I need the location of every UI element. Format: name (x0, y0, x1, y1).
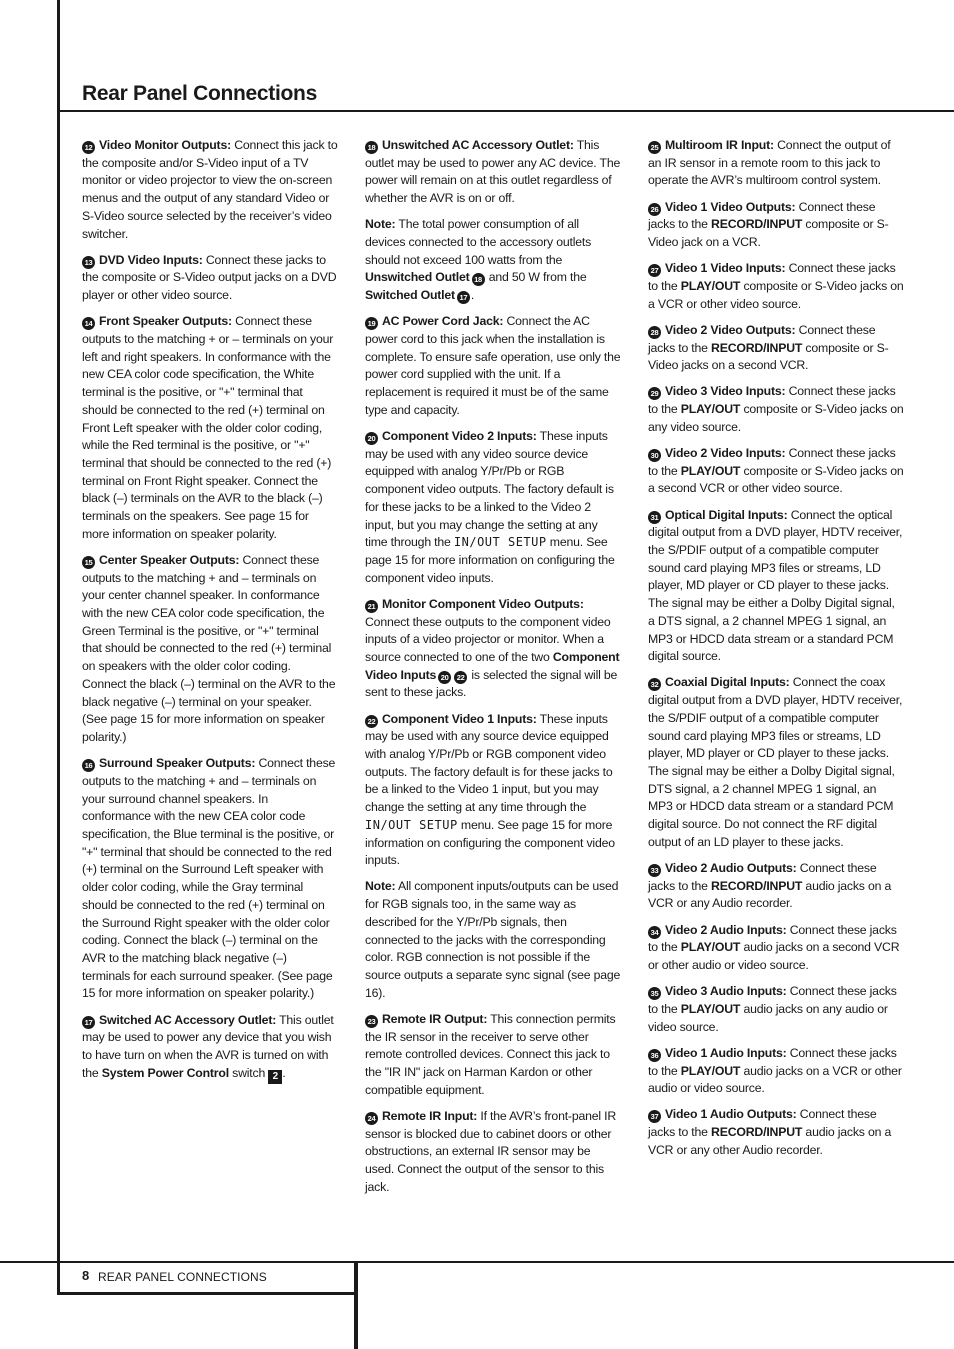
jack-name: PLAY/OUT (680, 278, 741, 293)
footer-bottom-rule (57, 1292, 357, 1295)
entry-text: Connect these jacks to the (648, 861, 877, 893)
item-number-badge: 17 (82, 1016, 95, 1029)
key-reference-badge: 2 (268, 1070, 282, 1084)
entry-text: Connect these jacks to the (648, 922, 897, 955)
note-text: The total power consumption of all devices connected to the accessory outlets should not exceed 100 watts from the (365, 217, 592, 267)
entry-31 (648, 507, 904, 666)
page-title: Rear Panel Connections (82, 82, 317, 105)
jack-name: PLAY/OUT (680, 402, 741, 417)
entry-term: Surround Speaker Outputs: (99, 756, 256, 771)
item-number-badge: 16 (82, 759, 95, 772)
item-number-badge: 24 (365, 1112, 378, 1125)
item-number-badge: 32 (648, 678, 661, 691)
entry-term: Video 1 Audio Outputs: (665, 1107, 797, 1122)
entry-text: Connect these jacks to the (648, 384, 896, 417)
entry-text: Connect this jack to the composite and/or S-Video input of a TV monitor or video projector to view the on-screen menus and the output of any standard Video or S-Video source selected by the receiver’s video switcher. (82, 138, 338, 241)
entry-term: Video 2 Video Inputs: (665, 446, 786, 461)
menu-name: IN/OUT SETUP (365, 817, 458, 832)
entry-35 (648, 983, 904, 1036)
entry-29 (648, 383, 904, 436)
entry-text: Connect these outputs to the matching + or – terminals on your left and right speakers. In conformance with the new CEA color code specification, the White terminal is the positive, or "+" terminal that should be connected to the red (+) terminal on Front Left speaker with the older color coding, while the Red terminal is the positive, or "+" terminal that should be connected to the red (+) terminal on Front Right speaker. Connect the black (–) terminals on the AVR to the black (–) terminals on the speakers. See page 15 for more information on speaker polarity. (82, 314, 334, 541)
entry-text: Connect the output of an IR sensor in a remote room to this jack to operate the AVR’s multiroom control system. (648, 138, 891, 188)
entry-19 (365, 313, 621, 419)
jack-name: PLAY/OUT (680, 940, 741, 955)
control-name: Component Video Inputs (365, 649, 620, 682)
entry-13 (82, 252, 338, 305)
entry-30 (648, 445, 904, 498)
footer-section-name: REAR PANEL CONNECTIONS (98, 1270, 267, 1284)
item-number-badge: 12 (82, 141, 95, 154)
entry-32 (648, 674, 904, 851)
entry-16 (82, 755, 338, 1003)
entry-term: DVD Video Inputs: (99, 252, 203, 267)
entry-text: composite or S-Video jacks on a second VCR or other video source. (648, 463, 904, 496)
item-number-badge: 26 (648, 203, 661, 216)
item-number-badge: 23 (365, 1015, 378, 1028)
item-number-badge: 25 (648, 141, 661, 154)
entry-33 (648, 860, 904, 913)
entry-text: menu. See page 15 for more information on configuring the component video inputs. (365, 535, 615, 585)
note-text: . (470, 288, 475, 303)
note-power-consumption (365, 216, 621, 305)
header-rule (57, 110, 954, 112)
entry-text: audio jacks on a second VCR or other audio or video source. (648, 940, 900, 973)
control-name: Switched Outlet (365, 288, 455, 303)
entry-21 (365, 596, 621, 702)
jack-name: RECORD/INPUT (711, 340, 803, 355)
item-number-badge: 13 (82, 256, 95, 269)
entry-20 (365, 428, 621, 587)
item-number-badge: 30 (648, 449, 661, 462)
entry-27 (648, 260, 904, 313)
entry-text: Connect the optical digital output from a DVD player, HDTV receiver, the S/PDIF output of a compatible computer sound card playing MP3 files or streams, LD player, MD player or CD player to these jacks. The signal may be either a Dolby Digital signal, a DTS signal, a 2 channel MPEG 1 signal, an MP3 or HDCD data stream or a standard PCM digital source. (648, 507, 903, 664)
entry-text: These inputs may be used with any source device equipped with analog Y/Pr/Pb or RGB component video outputs. The factory default is for these jacks to be a linked to the Video 1 input, but you may change the setting at any time through the (365, 711, 613, 815)
entry-term: Optical Digital Inputs: (665, 507, 788, 522)
entry-text: audio jacks on a VCR or any other Audio recorder. (648, 1125, 892, 1157)
jack-name: PLAY/OUT (680, 1063, 741, 1078)
item-number-badge: 18 (472, 273, 485, 286)
entry-text: switch (228, 1065, 269, 1080)
item-number-badge: 17 (457, 291, 470, 304)
entry-term: Unswitched AC Accessory Outlet: (382, 138, 574, 152)
jack-name: RECORD/INPUT (711, 878, 803, 893)
jack-name: PLAY/OUT (680, 463, 741, 478)
entry-term: Remote IR Input: (382, 1108, 478, 1123)
item-number-badge: 29 (648, 387, 661, 400)
note-text: All component inputs/outputs can be used for RGB signals too, in the same way as described for the Y/Pr/Pb signals, then connected to the jacks with the corresponding color. RGB connection is not possible if the source outputs a separate sync signal (see page 16). (365, 879, 621, 1000)
footer-rule (0, 1261, 954, 1263)
entry-text: audio jacks on a VCR or other audio or video source. (648, 1063, 902, 1096)
entry-text: Connect these jacks to the (648, 322, 876, 355)
entry-text: Connect these jacks to the (648, 199, 876, 232)
item-number-badge: 37 (648, 1110, 661, 1123)
entry-text: Connect these jacks to the (648, 1045, 897, 1078)
entry-term: Switched AC Accessory Outlet: (99, 1012, 277, 1027)
entry-22 (365, 711, 621, 870)
entry-text: composite or S-Video jacks on any video source. (648, 402, 904, 434)
entry-text: Connect the coax digital output from a DVD player, HDTV receiver, the S/PDIF output of a compatible computer sound card playing MP3 files or streams, LD player, MD player or CD player to these jacks. The signal may be either a Dolby Digital signal, DTS signal, a 2 channel MPEG 1 signal, an MP3 or HDCD data stream or a standard PCM digital source. Do not connect the RF digital output of an LD player to these jacks. (648, 675, 903, 849)
footer-divider (354, 1262, 358, 1349)
entry-text: audio jacks on a VCR or any Audio recorder. (648, 878, 892, 911)
item-number-badge: 19 (365, 317, 378, 330)
item-number-badge: 20 (365, 432, 378, 445)
column-1 (82, 137, 338, 1092)
entry-term: Video Monitor Outputs: (99, 138, 231, 152)
item-number-badge: 22 (365, 715, 378, 728)
entry-term: AC Power Cord Jack: (382, 314, 504, 329)
footer-page-number: 8 (82, 1268, 90, 1283)
entry-term: Multiroom IR Input: (665, 138, 774, 152)
entry-term: Video 2 Audio Outputs: (665, 861, 797, 876)
column-2 (365, 137, 621, 1205)
entry-text: is selected the signal will be sent to these jacks. (365, 667, 618, 700)
entry-37 (648, 1106, 904, 1159)
entry-text: Connect the AC power cord to this jack when the installation is complete. To ensure safe operation, use only the power cord supplied with the unit. If a replacement is required it must be of the same type and capacity. (365, 314, 621, 417)
entry-text: composite or S-Video jacks on a VCR or other video source. (648, 278, 904, 311)
menu-name: IN/OUT SETUP (453, 535, 547, 550)
column-3 (648, 137, 904, 1168)
entry-18 (365, 137, 621, 208)
entry-term: Video 2 Video Outputs: (665, 322, 796, 337)
entry-text: If the AVR’s front-panel IR sensor is blocked due to cabinet doors or other obstructions, an external IR sensor may be used. Connect the output of the sensor to this jack. (365, 1108, 617, 1194)
entry-term: Coaxial Digital Inputs: (665, 675, 790, 690)
item-number-badge: 18 (365, 141, 378, 154)
entry-text: composite or S-Video jacks on a second VCR. (648, 340, 889, 373)
item-number-badge: 22 (454, 671, 467, 684)
entry-15 (82, 552, 338, 747)
entry-text: This outlet may be used to power any device that you wish to have turn on when the AVR is turned on with the (82, 1012, 334, 1080)
entry-text: This outlet may be used to power any AC device. The power will remain on at this outlet regardless of whether the AVR is on or off. (365, 138, 621, 206)
item-number-badge: 15 (82, 556, 95, 569)
entry-text: audio jacks on any audio or video source. (648, 1001, 888, 1034)
entry-text: These inputs may be used with any video source device equipped with analog Y/Pr/Pb or RGB component video outputs. The factory default is for these jacks to be a linked to the Video 2 input, but you may change the setting at any time through the (365, 429, 614, 550)
control-name: Unswitched Outlet (365, 270, 470, 285)
entry-text: This connection permits the IR sensor in the receiver to serve other remote controlled devices. Connect this jack to the "IR IN" jack on Harman Kardon or other compatible equipment. (365, 1011, 616, 1097)
entry-24 (365, 1108, 621, 1197)
entry-14 (82, 313, 338, 543)
entry-text: Connect these outputs to the matching + and – terminals on your center channel speaker. In conformance with the new CEA color code specification, the Green Terminal is the positive, or "+" terminal that should be connected to the red (+) terminal on speakers with the older color coding. Connect the black (–) terminal on the AVR to the black negative (–) terminal on your speaker. (See page 15 for more information on speaker polarity.) (82, 552, 336, 744)
jack-name: RECORD/INPUT (711, 1125, 803, 1140)
entry-25 (648, 137, 904, 190)
entry-term: Video 1 Audio Inputs: (665, 1045, 787, 1060)
item-number-badge: 35 (648, 987, 661, 1000)
entry-term: Video 3 Video Inputs: (665, 384, 786, 399)
entry-text: Connect these jacks to the (648, 1107, 877, 1140)
entry-36 (648, 1045, 904, 1098)
entry-term: Video 1 Video Outputs: (665, 199, 796, 214)
entry-26 (648, 199, 904, 252)
jack-name: PLAY/OUT (680, 1001, 741, 1016)
entry-term: Component Video 1 Inputs: (382, 711, 537, 726)
entry-term: Video 2 Audio Inputs: (665, 922, 787, 937)
entry-term: Remote IR Output: (382, 1011, 488, 1026)
item-number-badge: 20 (438, 671, 451, 684)
item-number-badge: 36 (648, 1049, 661, 1062)
item-number-badge: 31 (648, 511, 661, 524)
entry-28 (648, 322, 904, 375)
item-number-badge: 33 (648, 864, 661, 877)
entry-text: . (282, 1065, 286, 1080)
control-name: System Power Control (101, 1065, 229, 1080)
note-text: and 50 W from the (485, 270, 587, 285)
entry-term: Component Video 2 Inputs: (382, 429, 537, 444)
entry-text: Connect these jacks to the composite or S-Video output jacks on a DVD player or other video source. (82, 252, 337, 303)
entry-text: Connect these jacks to the (648, 984, 897, 1016)
note-label: Note: (365, 217, 396, 232)
item-number-badge: 14 (82, 317, 95, 330)
entry-34 (648, 922, 904, 975)
item-number-badge: 28 (648, 326, 661, 339)
entry-text: Connect these jacks to the (648, 446, 896, 478)
entry-text: Connect these jacks to the (648, 261, 896, 293)
entry-text: Connect these outputs to the matching + and – terminals on your surround channel speakers. In conformance with the new CEA color code specification, the Blue terminal is the positive, or "+" terminal that should be connected to the red (+) terminal on the Surround Left speaker with older color coding, while the Gray terminal should be connected to the red (+) terminal on the Surround Right speaker with the older color coding. Connect the black (–) terminal on the AVR to the matching black negative (–) terminals for each surround speaker. (See page 15 for more information on speaker polarity.) (82, 756, 336, 1001)
entry-17 (82, 1012, 338, 1084)
entry-12 (82, 137, 338, 243)
entry-term: Video 3 Audio Inputs: (665, 984, 787, 999)
note-rgb (365, 878, 621, 1002)
entry-term: Front Speaker Outputs: (99, 314, 232, 329)
entry-text: Connect these outputs to the component video inputs of a video projector or monitor. When a source connected to one of the two (365, 614, 611, 664)
entry-term: Video 1 Video Inputs: (665, 261, 786, 276)
left-margin-rule (57, 0, 60, 1294)
jack-name: RECORD/INPUT (711, 217, 803, 232)
item-number-badge: 34 (648, 926, 661, 939)
entry-text: composite or S-Video jack on a VCR. (648, 217, 889, 250)
entry-23 (365, 1011, 621, 1100)
item-number-badge: 27 (648, 264, 661, 277)
note-label: Note: (365, 879, 396, 894)
entry-term: Monitor Component Video Outputs: (382, 596, 584, 611)
entry-term: Center Speaker Outputs: (99, 552, 240, 567)
item-number-badge: 21 (365, 600, 378, 613)
entry-text: menu. See page 15 for more information on configuring the component video inputs. (365, 817, 615, 868)
